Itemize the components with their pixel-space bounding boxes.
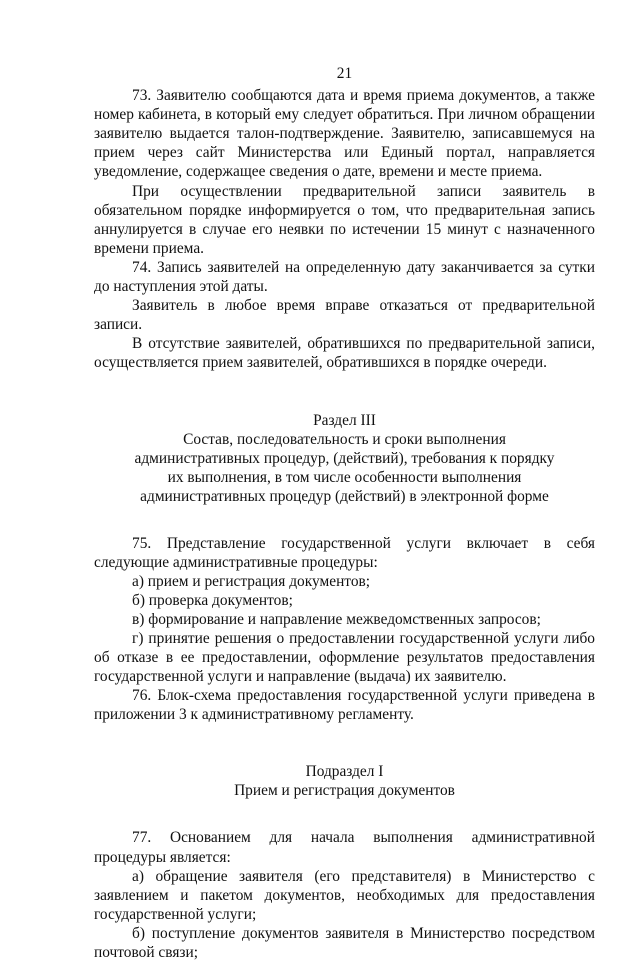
- paragraph-75: 75. Представление государственной услуги включает в себя следующие административные процедуры:: [94, 534, 595, 571]
- section-label: Раздел III: [313, 411, 376, 429]
- document-page: [94, 64, 595, 962]
- subsection-title: Прием и регистрация документов: [234, 782, 455, 800]
- subsection-1-heading: [94, 762, 595, 800]
- section-title-line: административных процедур (действий) в электронной форме: [140, 487, 549, 505]
- subsection-label: Подраздел I: [305, 763, 384, 781]
- list-item-a: а) обращение заявителя (его представителя) в Министерство с заявлением и пакетом документов, необходимых для предоставления государственной услуги;: [94, 867, 595, 923]
- page-number: 21: [336, 65, 353, 82]
- paragraph-preliminary-record: При осуществлении предварительной записи заявитель в обязательном порядке информируется о том, что предварительная запись аннулируется в случае его неявки по истечении 15 минут с назначенного времени приема.: [94, 182, 595, 257]
- section-3-heading: [94, 411, 595, 506]
- section-title-line: административных процедур, (действий), требования к порядку: [134, 449, 555, 467]
- section-title-line: их выполнения, в том числе особенности выполнения: [167, 468, 522, 486]
- paragraphs-block-3: [94, 828, 595, 962]
- paragraph-76: 76. Блок-схема предоставления государственной услуги приведена в приложении 3 к административному регламенту.: [94, 687, 595, 724]
- paragraph-74: 74. Запись заявителей на определенную дату заканчивается за сутки до наступления этой даты.: [94, 258, 595, 296]
- list-item-v: в) формирование и направление межведомственных запросов;: [132, 610, 541, 628]
- section-title: [94, 430, 595, 506]
- list-item-a: а) прием и регистрация документов;: [132, 572, 371, 590]
- paragraph-refuse-record: Заявитель в любое время вправе отказаться от предварительной записи.: [94, 297, 595, 334]
- paragraphs-block-2: [94, 534, 595, 725]
- list-item-b: б) проверка документов;: [132, 591, 293, 609]
- paragraphs-block-1: [94, 86, 595, 372]
- section-title-line: Состав, последовательность и сроки выполнения: [183, 430, 506, 448]
- list-item-b: б) поступление документов заявителя в Министерство посредством почтовой связи;: [94, 924, 595, 961]
- paragraph-73: 73. Заявителю сообщаются дата и время приема документов, а также номер кабинета, в который ему следует обратиться. При личном обращении заявителю выдается талон-подтверждение. Заявителю, записавшемуся на прием через сайт Министерства или Единый портал, направляется уведомление, содержащее сведения о дате, времени и месте приема.: [94, 87, 595, 181]
- list-item-g: г) принятие решения о предоставлении государственной услуги либо об отказе в ее предоставлении, оформление результатов предоставления государственной услуги и направление (выдача) их заявителю.: [94, 629, 595, 686]
- paragraph-77: 77. Основанием для начала выполнения административной процедуры является:: [94, 829, 595, 866]
- paragraph-queue-reception: В отсутствие заявителей, обратившихся по предварительной записи, осуществляется прием заявителей, обратившихся в порядке очереди.: [94, 335, 595, 372]
